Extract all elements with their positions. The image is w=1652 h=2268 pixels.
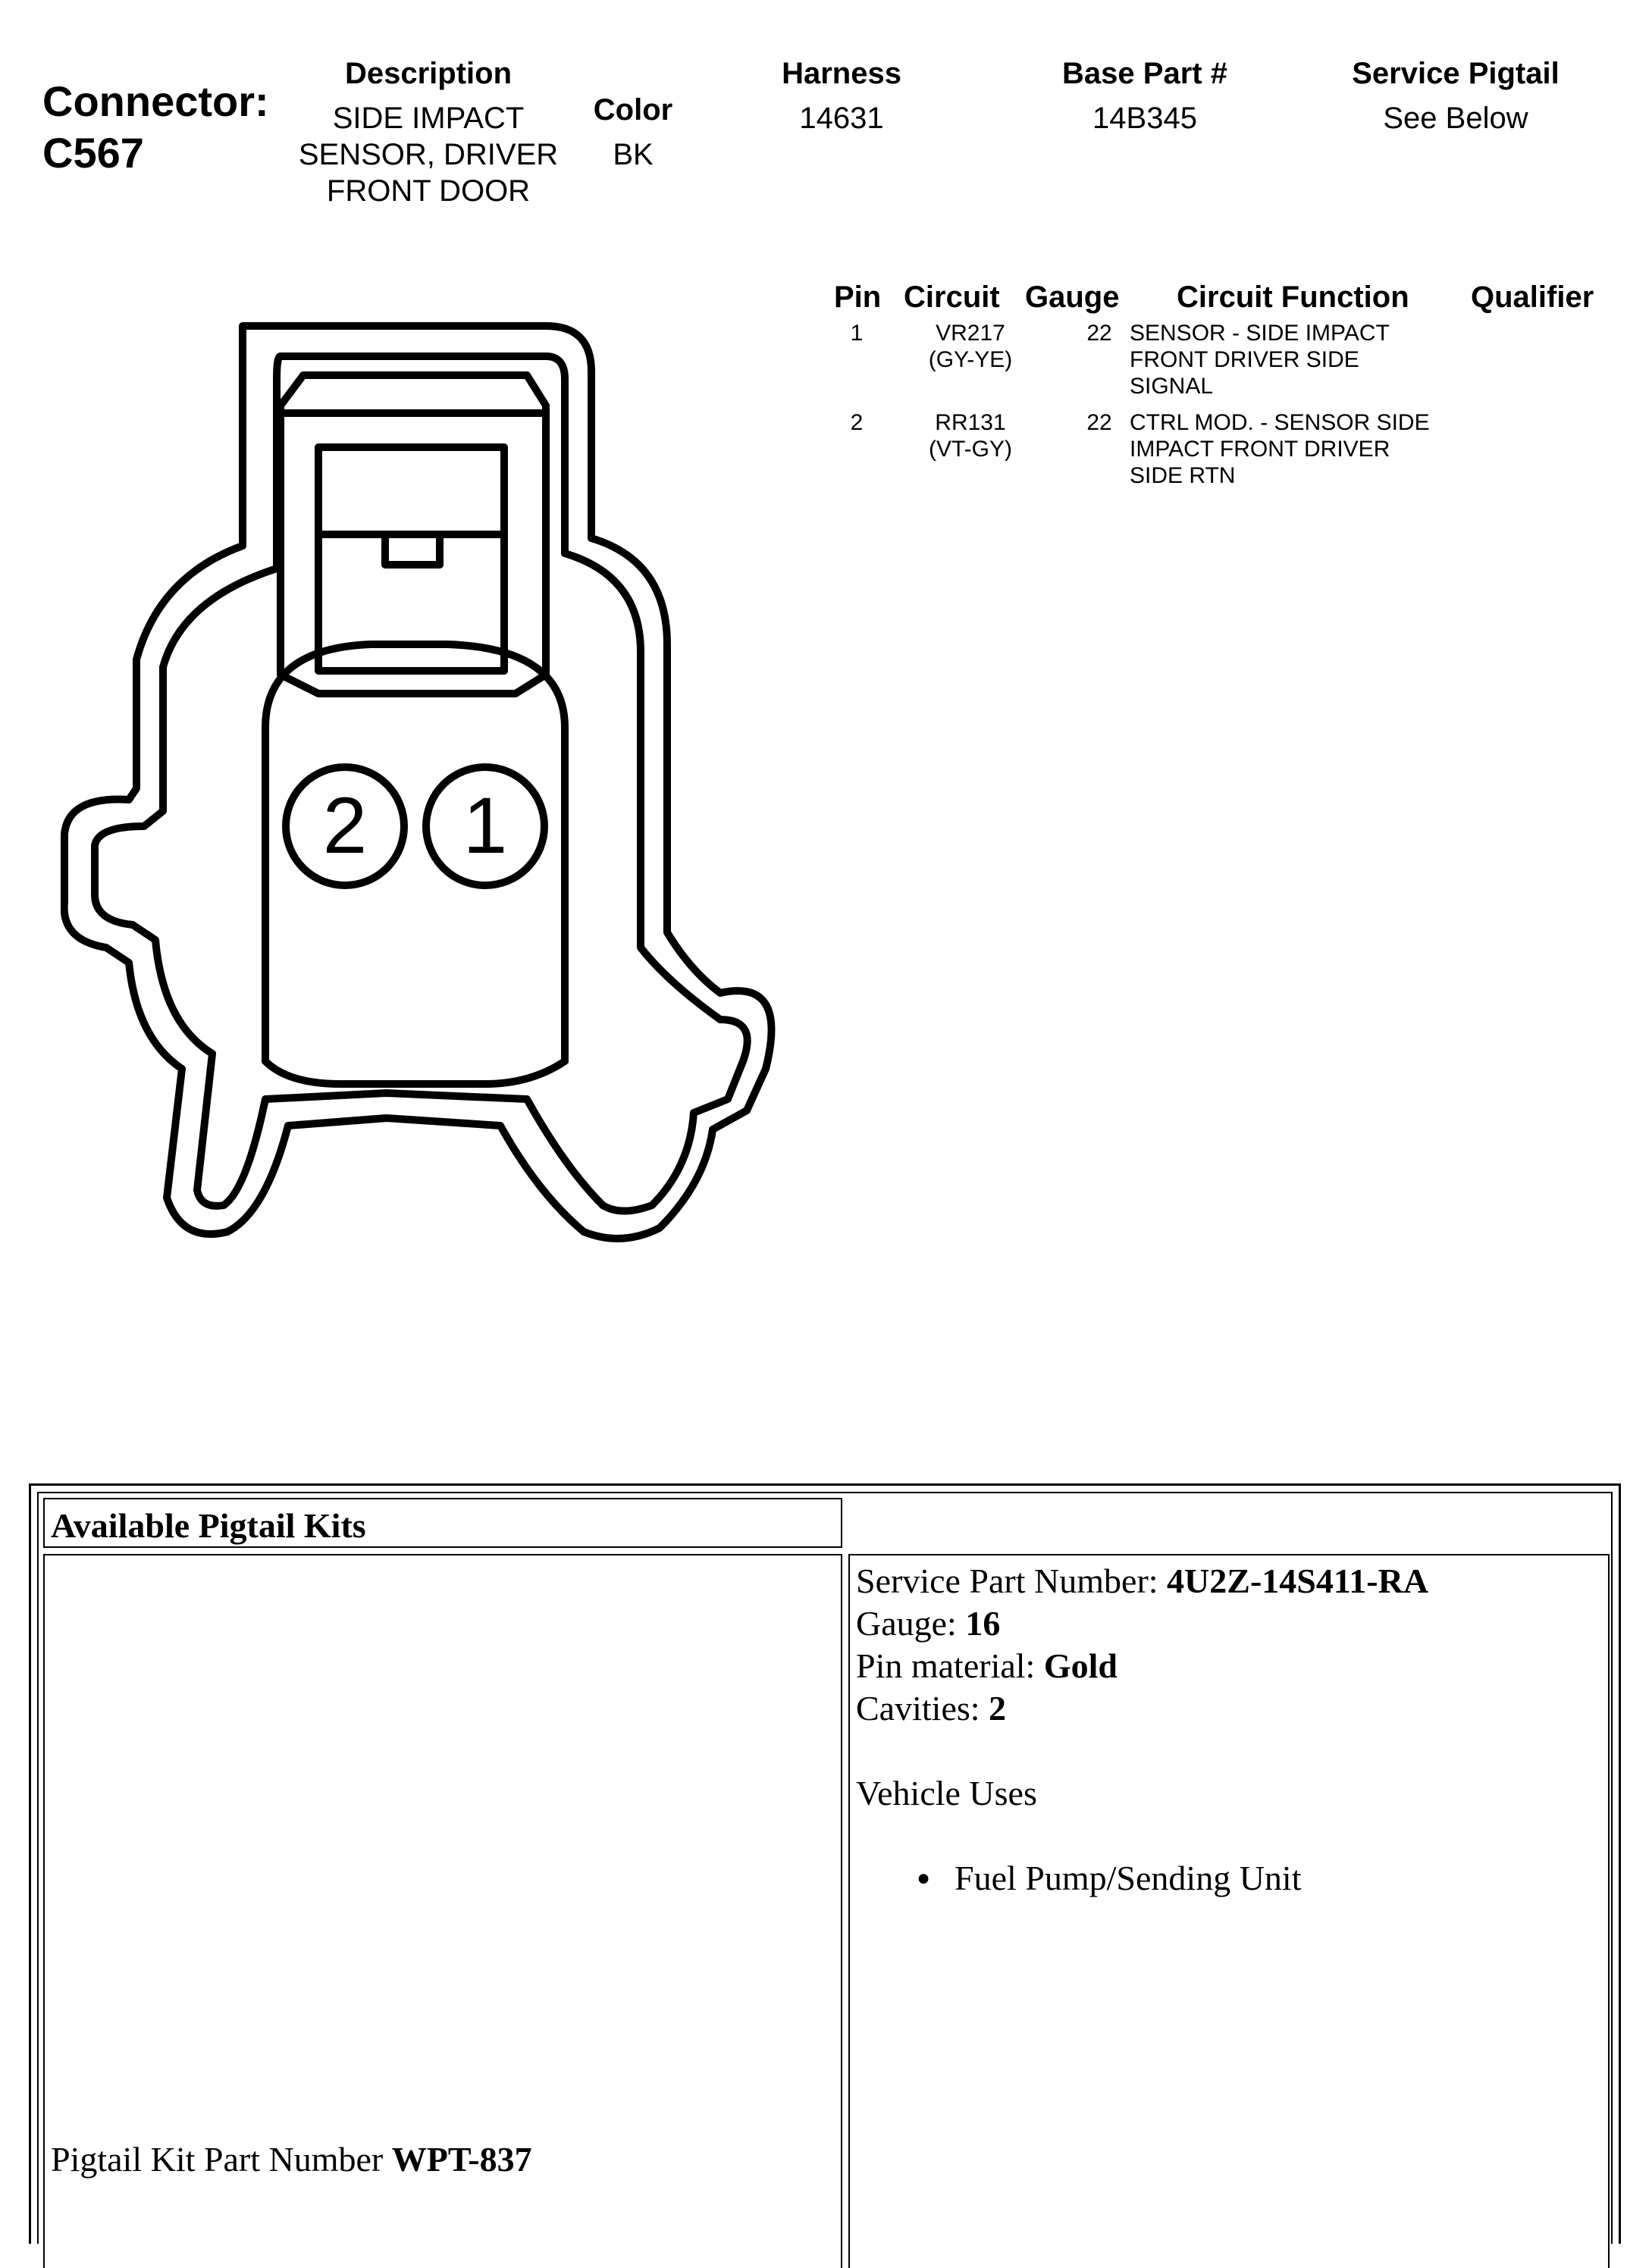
color-label: Color [593,93,673,127]
color-column [576,91,690,173]
circuit-id: VR217 [936,321,1005,346]
pin-cavity-body [265,644,565,1084]
pigtail-kits-inner-frame [37,1492,1613,2244]
function-header: Circuit Function [1177,280,1409,314]
function-cell [1130,409,1486,489]
harness-value: 14631 [799,102,884,135]
description-column [281,55,576,209]
pigtail-kits-table [29,1483,1621,2244]
cavities [856,1687,1428,1730]
service-pigtail-column [1334,55,1577,136]
function-line: SENSOR - SIDE IMPACT [1130,321,1390,346]
gauge-header: Gauge [1025,280,1120,314]
list-item: ● Fuel Pump/Sending Unit [955,1857,1428,1900]
circuit-header: Circuit [904,280,1000,314]
pin-header: Pin [834,280,882,314]
harness-label: Harness [782,57,901,90]
service-pigtail-value: See Below [1383,102,1528,135]
pigtail-kit-specs [856,1560,1428,1900]
gauge-cell: 22 [1086,410,1112,435]
pin-table [826,280,1630,499]
circuit-id: RR131 [935,410,1006,435]
harness-column [758,55,925,136]
gauge-cell: 22 [1086,321,1112,346]
pin-material [856,1645,1428,1687]
cavities-label: Cavities: [856,1689,989,1728]
base-part-label: Base Part # [1062,57,1227,90]
pin-1-label: 1 [462,782,508,870]
function-cell [1130,320,1486,399]
pigtail-kit-part-number [51,2139,532,2179]
pin-2-label: 2 [322,782,368,870]
function-line: SIGNAL [1130,374,1214,399]
vehicle-uses-heading: Vehicle Uses [856,1774,1037,1812]
qualifier-header: Qualifier [1471,280,1594,314]
description-line: FRONT DOOR [326,174,531,208]
pin-number: 2 [850,410,864,435]
base-part-column [1046,55,1243,136]
table-row [826,409,1630,499]
function-line: CTRL MOD. - SENSOR SIDE [1130,410,1430,435]
kit-gauge-label: Gauge: [856,1604,966,1643]
description-label: Description [344,57,513,90]
kit-part-value: WPT-837 [391,2140,532,2179]
function-line: IMPACT FRONT DRIVER [1130,437,1390,462]
kit-gauge [856,1602,1428,1645]
circuit-color: (GY-YE) [928,347,1013,372]
function-line: SIDE RTN [1130,463,1236,488]
pigtail-kits-title: Available Pigtail Kits [51,1506,366,1545]
connector-id: C567 [42,129,144,177]
kit-part-label: Pigtail Kit Part Number [51,2140,392,2179]
pigtail-kit-left-cell [43,1554,842,2268]
pigtail-kits-title-cell [43,1498,842,1548]
housing-outer-outline [64,326,772,1239]
description-line: SENSOR, DRIVER [298,138,559,171]
description-value [281,100,576,209]
connector-face-diagram [61,303,804,1289]
description-line: SIDE IMPACT [332,102,525,135]
circuit-cell [910,409,1031,462]
service-part-number [856,1560,1428,1602]
circuit-cell [910,320,1031,373]
kit-gauge-value: 16 [965,1604,1001,1643]
vehicle-uses-list [856,1857,1428,1900]
service-part-value: 4U2Z-14S411-RA [1167,1562,1429,1600]
circuit-color: (VT-GY) [929,437,1012,462]
pigtail-kits-title-cell-right [848,1498,1607,1545]
pigtail-kit-details-cell [848,1554,1610,2268]
table-row [826,320,1630,409]
latch-slot [318,447,504,671]
service-part-label: Service Part Number: [856,1562,1168,1600]
service-pigtail-label: Service Pigtail [1352,57,1560,90]
pin-material-label: Pin material: [856,1646,1044,1685]
connector-label: Connector: [42,77,269,125]
pin-number: 1 [850,321,864,346]
base-part-value: 14B345 [1092,102,1197,135]
cavities-value: 2 [989,1689,1007,1728]
function-line: FRONT DRIVER SIDE [1130,347,1359,372]
pin-material-value: Gold [1043,1646,1118,1685]
pin-table-header [826,280,1630,320]
color-value: BK [613,138,654,171]
latch-notch [385,534,440,565]
connector-title [42,76,269,179]
